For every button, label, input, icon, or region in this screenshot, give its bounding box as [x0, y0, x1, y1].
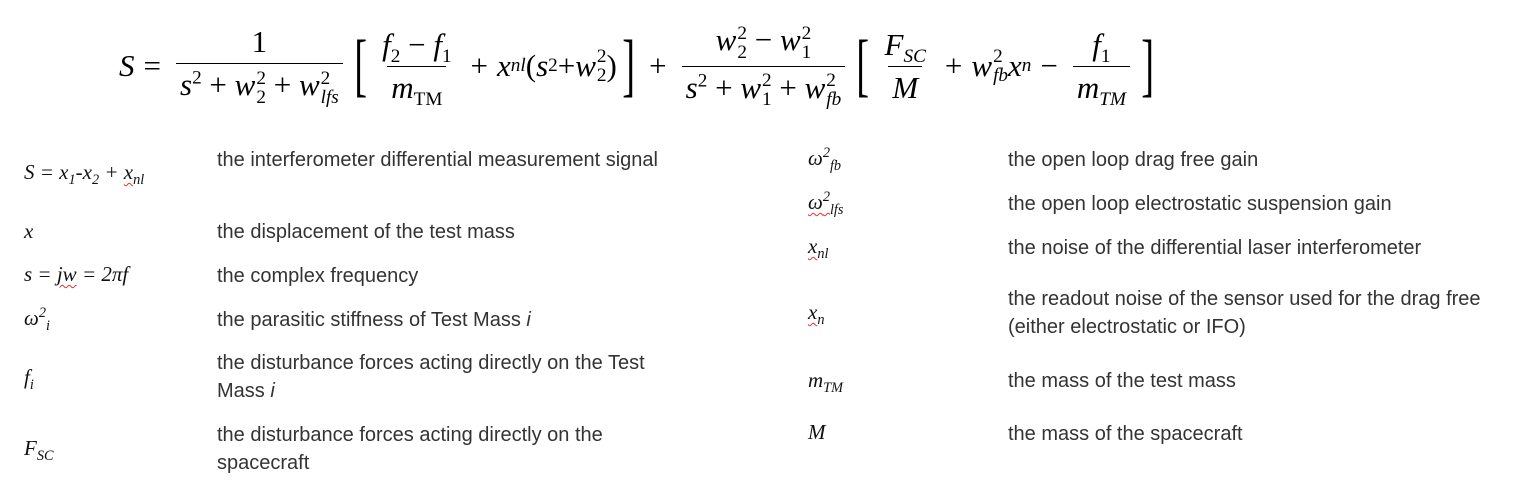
symbol-omega-i: $\omega^2_i$ — [24, 305, 50, 335]
definition-text: the noise of the differential laser interferometer — [1008, 237, 1422, 259]
definition-text: the complex frequency — [217, 265, 419, 287]
definition-text: the parasitic stiffness of Test Mass i — [217, 309, 531, 331]
symbol-s: $S = x_1-x_2 + x_{nl}$ — [24, 160, 145, 189]
symbol-f-sc: $F_{SC}$ — [24, 436, 54, 465]
symbol-omega-lfs: $\omega^2_{lfs}$ — [808, 189, 844, 219]
definition-text: the displacement of the test mass — [217, 221, 515, 243]
definition-text: the interferometer differential measurement signal — [217, 149, 658, 171]
definition-text: the readout noise of the sensor used for the drag free (either electrostatic or IFO) — [1008, 288, 1481, 338]
symbol-m: M — [808, 420, 826, 444]
symbol-x-n: $x_n$ — [808, 300, 825, 329]
main-equation: S = 1 $s^2 + w$ 2 2 + w 2 lfs [ $\frac{f_2 - f_1}{m_{TM}}$ + x nl ( s 2 + w 2 2 ) ] + w 2 2 − w 2 1 $s^2 + w$ 2 1 + w 2 fb [ $\frac{F_{SC}}{M}$ + w 2 fb x n − $\frac{f_1}{m_{TM}}$ ] — [119, 22, 1155, 111]
symbol-m-tm: $m_{TM}$ — [808, 368, 843, 397]
definition-text: the disturbance forces acting directly on the Test Mass i — [217, 352, 645, 402]
definition-text: the open loop electrostatic suspension gain — [1008, 193, 1392, 215]
symbol-x-nl: $x_{nl}$ — [808, 234, 829, 263]
symbol-x: x — [24, 219, 34, 243]
definition-text: the mass of the test mass — [1008, 370, 1236, 392]
symbol-complex-frequency: s = jw = 2πf — [24, 262, 129, 286]
definition-text: the mass of the spacecraft — [1008, 423, 1243, 445]
symbol-f-i: $f_i$ — [24, 365, 34, 394]
symbol-omega-fb: $\omega^2_{fb}$ — [808, 145, 842, 175]
definition-text: the open loop drag free gain — [1008, 149, 1259, 171]
definition-text: the disturbance forces acting directly on the spacecraft — [217, 424, 603, 474]
